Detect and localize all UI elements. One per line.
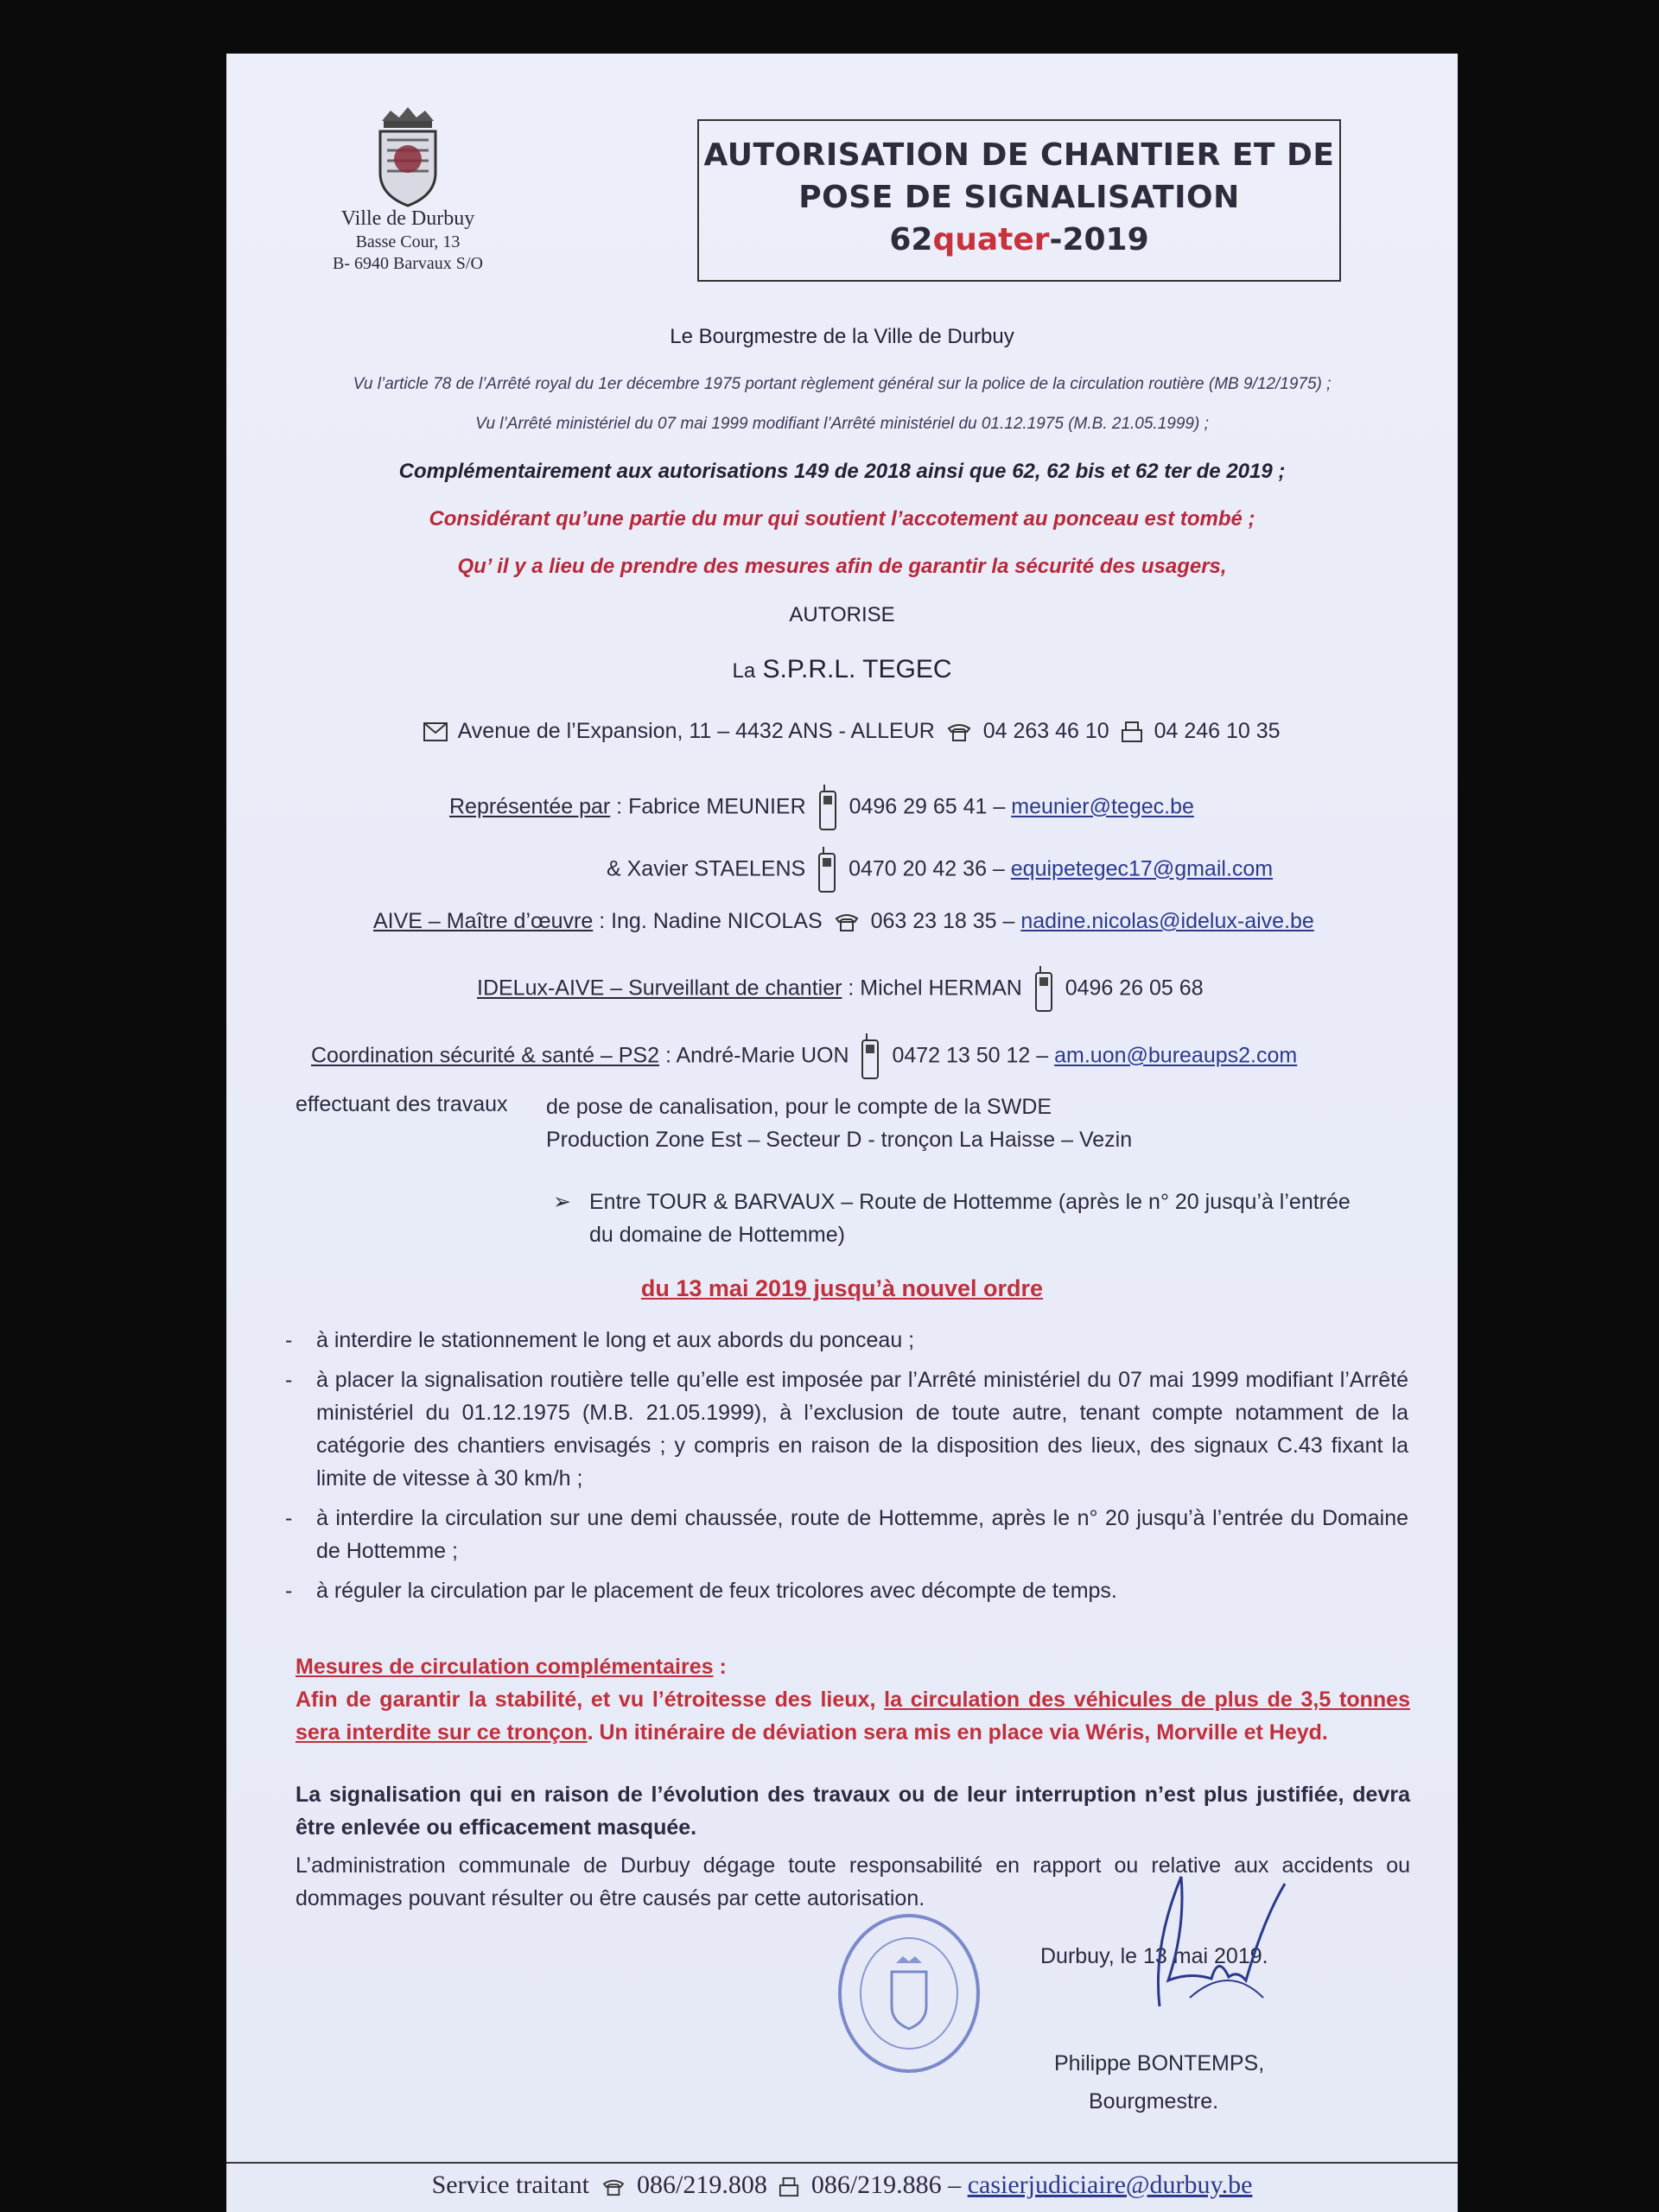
phone-icon (834, 912, 860, 932)
authorization-number: 62quater-2019 (889, 222, 1149, 258)
email-link[interactable]: meunier@tegec.be (1011, 794, 1194, 819)
contact-uon: Coordination sécurité & santé – PS2 : André-Marie UON 0472 13 50 12 – am.uon@bureaups2.com (311, 1033, 1297, 1080)
mobile-phone-icon (817, 785, 838, 831)
authorization-document (226, 54, 1458, 2212)
email-link[interactable]: nadine.nicolas@idelux-aive.be (1020, 909, 1314, 933)
considerant-text: Considérant qu’une partie du mur qui soutient l’accotement au ponceau est tombé ; (429, 507, 1255, 531)
autorise-heading: AUTORISE (789, 603, 895, 626)
mobile-phone-icon (860, 1033, 880, 1080)
legal-reference-2: Vu l’Arrêté ministériel du 07 mai 1999 modifiant l’Arrêté ministériel du 01.12.1975 (M.B. 21.05.1999) ; (475, 415, 1209, 433)
company-name: La S.P.R.L. TEGEC (732, 655, 952, 683)
coat-of-arms-icon (365, 105, 451, 209)
bourgmestre-line: Le Bourgmestre de la Ville de Durbuy (670, 325, 1014, 348)
email-link[interactable]: equipetegec17@gmail.com (1010, 856, 1274, 881)
complementary-authorizations: Complémentairement aux autorisations 149 de 2018 ainsi que 62, 62 bis et 62 ter de 2019 ; (398, 460, 1286, 483)
list-item: - à interdire le stationnement le long et aux abords du ponceau ; (285, 1328, 915, 1352)
measures-heading: Mesures de circulation complémentaires (296, 1655, 714, 1679)
signer-name: Philippe BONTEMPS, (1054, 2051, 1265, 2075)
mobile-phone-icon (1033, 966, 1054, 1013)
validity-period: du 13 mai 2019 jusqu’à nouvel ordre (640, 1275, 1044, 1301)
works-label: effectuant des travaux (296, 1092, 508, 1116)
document-title-box (697, 119, 1341, 282)
title-line-1: AUTORISATION DE CHANTIER ET DE (703, 137, 1335, 173)
arrow-bullet-icon: ➢ (553, 1190, 571, 1214)
fax-icon (1121, 721, 1143, 743)
city-name: Ville de Durbuy (340, 207, 475, 230)
phone-icon (601, 2177, 626, 2196)
postal-address: B- 6940 Barvaux S/O (333, 254, 483, 273)
safety-measures-text: Qu’ il y a lieu de prendre des mesures afin de garantir la sécurité des usagers, (457, 555, 1227, 578)
list-item: - à placer la signalisation routière telle qu’elle est imposée par l’Arrêté ministériel du 07 mai 1999 modifiant l’Arrêté ministériel du 01.12.1975 (M.B. 21.05.1999), à l’exclusion de toute autre, tenant compte notamment de la catégorie des chantiers envisagés ; y compris en raison de la disposition des lieux, des signaux C.43 fixant la limite de vitesse à 30 km/h ; (285, 1368, 1408, 1491)
footer: Service traitant 086/219.808 086/219.886 – casierjudiciaire@durbuy.be (431, 2171, 1253, 2199)
signer-title: Bourgmestre. (1089, 2089, 1219, 2113)
email-link[interactable]: am.uon@bureaups2.com (1054, 1043, 1298, 1068)
contact-herman: IDELux-AIVE – Surveillant de chantier : Michel HERMAN 0496 26 05 68 (477, 966, 1204, 1013)
liability-disclaimer: L’administration communale de Durbuy dégage toute responsabilité en rapport ou relative aux accidents ou dommages pouvant résulter ou être causés par cette autorisation. (296, 1853, 1410, 1910)
complementary-measures: Mesures de circulation complémentaires : Afin de garantir la stabilité, et vu l’étroitesse des lieux, la circulation des véhicules de plus de 3,5 tonnes sera interdite sur ce tronçon. Un itinéraire de déviation sera mis en place via Wéris, Morville et Heyd. (296, 1655, 1410, 1745)
company-address-line: Avenue de l’Expansion, 11 – 4432 ANS - ALLEUR 04 263 46 10 04 246 10 35 (418, 719, 1281, 744)
issuer-address (287, 206, 529, 275)
list-item: - à réguler la circulation par le placement de feux tricolores avec décompte de temps. (285, 1579, 1117, 1603)
signature (1108, 1868, 1298, 2015)
footer-email-link[interactable]: casierjudiciaire@durbuy.be (967, 2171, 1253, 2199)
phone-icon (946, 721, 972, 742)
fax-icon (779, 2177, 799, 2197)
works-description: de pose de canalisation, pour le compte de la SWDE Production Zone Est – Secteur D - tronçon La Haisse – Vezin (546, 1095, 1133, 1152)
title-line-2: POSE DE SIGNALISATION (798, 179, 1240, 215)
municipal-seal (836, 1911, 982, 2075)
letter-icon (423, 722, 448, 741)
contact-nicolas: AIVE – Maître d’œuvre : Ing. Nadine NICOLAS 063 23 18 35 – nadine.nicolas@idelux-aive.be (373, 909, 1314, 933)
legal-reference-1: Vu l’article 78 de l’Arrêté royal du 1er décembre 1975 portant règlement général sur la police de la circulation routière (MB 9/12/1975) ; (353, 375, 1332, 393)
mobile-phone-icon (817, 847, 837, 893)
signage-removal-note: La signalisation qui en raison de l’évolution des travaux ou de leur interruption n’est plus justifiée, devra être enlevée ou efficacement masquée. (296, 1783, 1410, 1840)
signature-date: Durbuy, le 13 mai 2019. (1040, 1944, 1268, 1968)
street-address: Basse Cour, 13 (355, 232, 461, 251)
list-item: - à interdire la circulation sur une demi chaussée, route de Hottemme, après le n° 20 jusqu’à l’entrée du Domaine de Hottemme ; (285, 1506, 1408, 1563)
contact-staelens: & Xavier STAELENS 0470 20 42 36 – equipetegec17@gmail.com (607, 847, 1273, 893)
contact-meunier: Représentée par : Fabrice MEUNIER 0496 29 65 41 – meunier@tegec.be (449, 785, 1194, 831)
footer-divider (226, 2162, 1458, 2164)
measures-list (285, 1324, 1408, 1614)
works-location: ➢ Entre TOUR & BARVAUX – Route de Hottemme (après le n° 20 jusqu’à l’entrée du domaine de Hottemme) (553, 1185, 1417, 1251)
